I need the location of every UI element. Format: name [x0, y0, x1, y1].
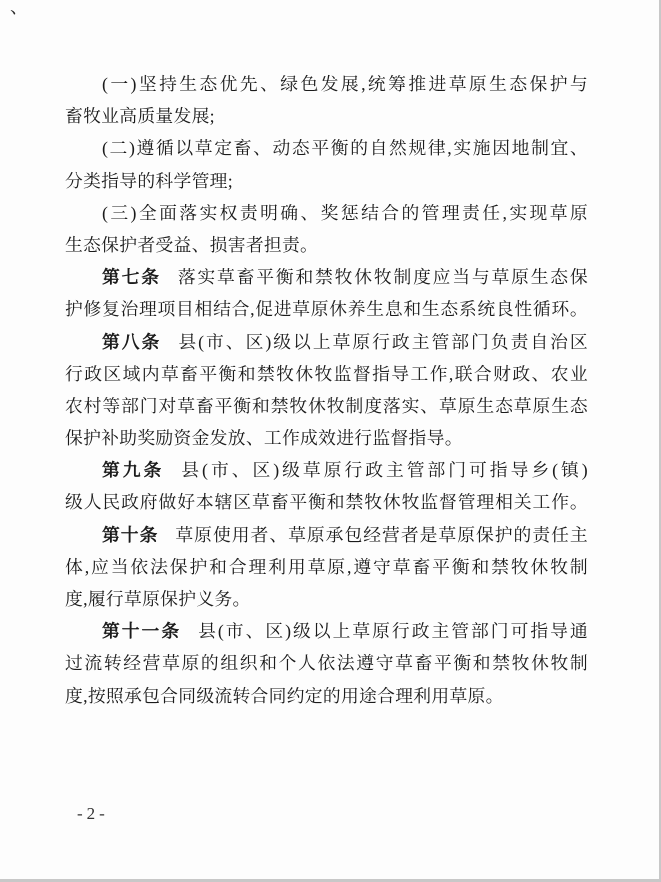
text-line: (一)坚持生态优先、绿色发展,统筹推进草原生态保护与 [102, 74, 588, 94]
document-body-text [65, 68, 588, 712]
pen-tick-mark: 、 [10, 0, 28, 18]
article-number: 第九条 [102, 460, 165, 481]
article-number: 第八条 [102, 331, 162, 352]
paragraph [65, 261, 588, 325]
text-line [65, 454, 588, 486]
text-line [65, 519, 588, 551]
text-line: 生态保护者受益、损害者担责。 [65, 234, 319, 255]
article-text: 落实草畜平衡和禁牧休牧制度应当与草原生态保 [177, 267, 588, 288]
text-line: (二)遵循以草定畜、动态平衡的自然规律,实施因地制宜、 [102, 138, 588, 159]
text-line: 度,履行草原保护义务。 [65, 589, 251, 609]
text-line [65, 615, 588, 647]
article-text: 县(市、区)级以上草原行政主管部门负责自治区 [178, 331, 588, 352]
paragraph [65, 197, 588, 261]
text-line: 护修复治理项目相结合,促进草原休养生息和生态系统良性循环。 [65, 299, 588, 320]
text-line: 农村等部门对草畜平衡和禁牧休牧制度落实、草原生态草原生态 [65, 395, 588, 416]
paragraph [65, 132, 588, 196]
article-text: 草原使用者、草原承包经营者是草原保护的责任主 [175, 524, 588, 545]
article-text: 县(市、区)级以上草原行政主管部门可指导通 [198, 621, 588, 642]
article-number: 第七条 [102, 267, 161, 288]
text-line [65, 261, 588, 293]
paragraph [65, 68, 588, 132]
paragraph [65, 519, 588, 616]
text-line: 级人民政府做好本辖区草畜平衡和禁牧休牧监督管理相关工作。 [65, 492, 588, 513]
text-line: 度,按照承包合同级流转合同约定的用途合理利用草原。 [65, 685, 504, 706]
paragraph [65, 326, 588, 455]
article-number: 第十条 [102, 524, 159, 545]
paragraph [65, 454, 588, 518]
text-line: 分类指导的科学管理; [65, 170, 233, 191]
text-line: 过流转经营草原的组织和个人依法遵守草畜平衡和禁牧休牧制 [65, 653, 588, 674]
page-number: -2- [77, 804, 109, 823]
text-line: 体,应当依法保护和合理利用草原,遵守草畜平衡和禁牧休牧制 [65, 556, 588, 577]
paragraph [65, 615, 588, 712]
article-text: 县(市、区)级草原行政主管部门可指导乡(镇) [181, 460, 588, 481]
text-line: 行政区域内草畜平衡和禁牧休牧监督指导工作,联合财政、农业 [65, 363, 588, 384]
text-line: 保护补助奖励资金发放、工作成效进行监督指导。 [65, 428, 463, 449]
text-line [65, 326, 588, 358]
text-line: (三)全面落实权责明确、奖惩结合的管理责任,实现草原 [102, 202, 588, 223]
text-line: 畜牧业高质量发展; [65, 106, 215, 127]
article-number: 第十一条 [102, 621, 182, 642]
